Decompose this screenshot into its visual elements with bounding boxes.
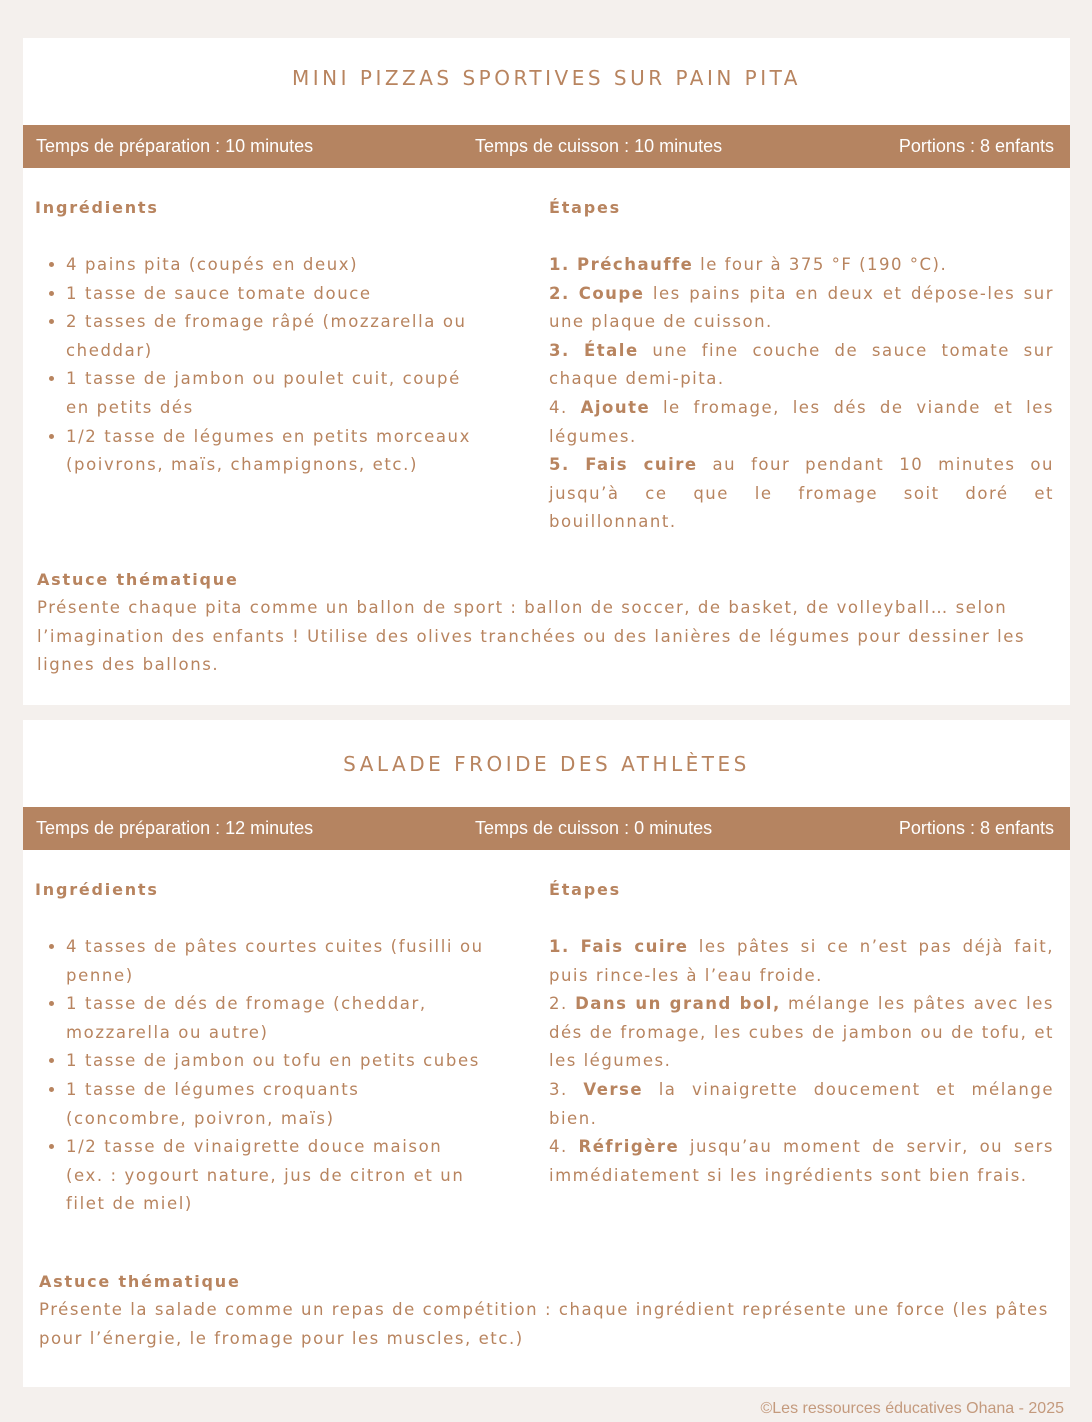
step-action: 2. Coupe	[549, 283, 645, 303]
ingredient-item: • 2 tasses de fromage râpé (mozzarella ou cheddar)	[66, 308, 486, 365]
ingredient-item: • 1 tasse de jambon ou poulet cuit, coupé en petits dés	[66, 365, 486, 422]
step-action: 1. Préchauffe	[549, 255, 694, 274]
ingredient-item: • 1/2 tasse de légumes en petits morceaux (poivrons, maïs, champignons, etc.)	[66, 423, 486, 480]
step-action: Ajoute	[580, 397, 651, 417]
ingredient-item: • 1 tasse de jambon ou tofu en petits cubes	[66, 1047, 486, 1076]
tip-text: Présente chaque pita comme un ballon de sport : ballon de soccer, de basket, de volleyball… selon l’imagination des enfants ! Utilise des olives tranchées ou des lanières de légumes pour dessiner les lignes des ballons.	[37, 598, 1026, 675]
step-text: les pâtes si ce n’est pas déjà fait, puis rince-les à l’eau froide.	[549, 937, 1054, 985]
recipe-card	[23, 38, 1070, 705]
ingredient-item: • 4 tasses de pâtes courtes cuites (fusilli ou penne)	[66, 933, 486, 990]
ingredient-item: • 1 tasse de légumes croquants (concombre, poivron, maïs)	[66, 1076, 486, 1133]
ingredients-list	[46, 933, 486, 1219]
prep-time: Temps de préparation : 10 minutes	[36, 136, 314, 156]
step-text: les pains pita en deux et dépose-les sur une plaque de cuisson.	[549, 283, 1055, 332]
ingredient-item: • 1 tasse de sauce tomate douce	[66, 280, 486, 309]
ingredient-item: • 1/2 tasse de vinaigrette douce maison (ex. : yogourt nature, jus de citron et un filet de miel)	[66, 1133, 486, 1219]
step-item	[549, 280, 1054, 337]
step-text: jusqu’au moment de servir, ou sers immédiatement si les ingrédients sont bien frais.	[549, 1137, 1054, 1185]
recipe-title: MINI PIZZAS SPORTIVES SUR PAIN PITA	[292, 66, 801, 90]
step-action: 5. Fais cuire	[549, 455, 698, 475]
steps-heading: Étapes	[549, 198, 622, 217]
recipe-card	[23, 720, 1070, 1387]
step-text: le four à 375 °F (190 °C).	[693, 255, 948, 274]
steps-heading: Étapes	[549, 880, 622, 899]
step-action: 1. Fais cuire	[549, 937, 689, 956]
step-item	[549, 1133, 1054, 1190]
step-text: au four pendant 10 minutes ou jusqu’à ce que le fromage soit doré et bouillonnant.	[549, 455, 1054, 532]
step-number: 4.	[549, 1137, 579, 1157]
tip-heading: Astuce thématique	[37, 570, 239, 589]
step-item	[549, 337, 1054, 394]
recipe-info-band	[23, 125, 1070, 168]
step-number: 2.	[549, 994, 576, 1014]
tip-heading: Astuce thématique	[39, 1272, 241, 1291]
tip-text: Présente la salade comme un repas de compétition : chaque ingrédient représente une force (les pâtes pour l’énergie, le fromage pour les muscles, etc.)	[39, 1300, 1049, 1348]
steps-list	[549, 933, 1054, 1190]
step-item	[549, 990, 1054, 1076]
step-text: la vinaigrette doucement et mélange bien.	[549, 1079, 1054, 1128]
copyright-footer: ©Les ressources éducatives Ohana - 2025	[760, 1400, 1064, 1417]
prep-time: Temps de préparation : 12 minutes	[36, 818, 314, 838]
ingredients-list	[46, 251, 486, 480]
step-item	[549, 251, 1054, 280]
step-text: mélange les pâtes avec les dés de fromage, les cubes de jambon ou de tofu, et les légumes.	[549, 994, 1054, 1071]
step-number: 3.	[549, 1079, 584, 1099]
recipe-info-band	[23, 807, 1070, 850]
step-action: Dans un grand bol,	[575, 994, 781, 1014]
step-item	[549, 933, 1054, 990]
step-action: 3. Étale	[549, 340, 639, 360]
step-item	[549, 394, 1054, 451]
cook-time: Temps de cuisson : 10 minutes	[475, 136, 723, 156]
ingredients-heading: Ingrédients	[35, 198, 159, 217]
step-action: Réfrigère	[578, 1137, 680, 1157]
recipe-title: SALADE FROIDE DES ATHLÈTES	[343, 752, 750, 776]
cook-time: Temps de cuisson : 0 minutes	[475, 818, 713, 838]
step-text: le fromage, les dés de viande et les légumes.	[549, 397, 1054, 446]
step-action: Verse	[583, 1079, 644, 1099]
step-text: une fine couche de sauce tomate sur chaque demi-pita.	[549, 340, 1054, 389]
step-item	[549, 451, 1054, 537]
ingredients-heading: Ingrédients	[35, 880, 159, 899]
servings: Portions : 8 enfants	[898, 818, 1054, 838]
ingredient-item: • 1 tasse de dés de fromage (cheddar, mozzarella ou autre)	[66, 990, 486, 1047]
ingredient-item: • 4 pains pita (coupés en deux)	[66, 251, 486, 280]
step-item	[549, 1076, 1054, 1133]
servings: Portions : 8 enfants	[898, 136, 1054, 156]
steps-list	[549, 251, 1054, 537]
step-number: 4.	[549, 397, 581, 417]
